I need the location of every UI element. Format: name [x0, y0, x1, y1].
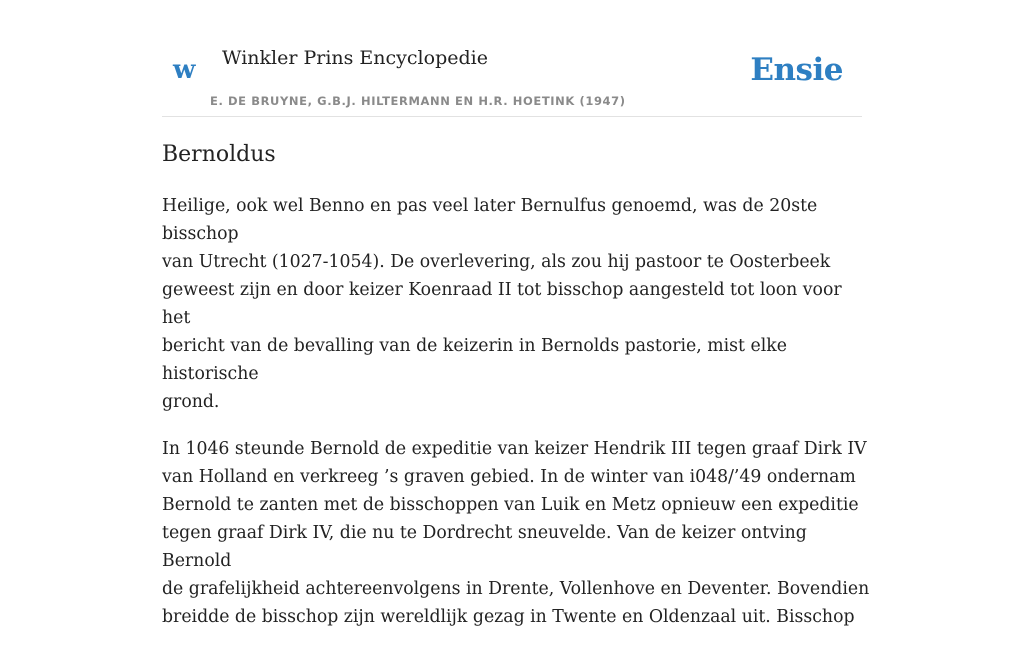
article-paragraph	[162, 192, 872, 416]
paragraph-line: van Utrecht (1027-1054). De overlevering, als zou hij pastoor te Oosterbeek	[162, 252, 831, 272]
paragraph-line: de grafelijkheid achtereenvolgens in Drente, Vollenhove en Deventer. Bovendien	[162, 579, 870, 599]
article-title: Bernoldus	[162, 142, 276, 167]
ensie-logo-link[interactable]: Ensie	[750, 52, 843, 88]
encyclopedia-authors: E. DE BRUYNE, G.B.J. HILTERMANN EN H.R. HOETINK (1947)	[210, 94, 626, 108]
winkler-prins-logo[interactable]: w	[173, 55, 196, 85]
encyclopedia-title-link[interactable]: Winkler Prins Encyclopedie	[222, 47, 488, 69]
paragraph-line: tegen graaf Dirk IV, die nu te Dordrecht sneuvelde. Van de keizer ontving Bernold	[162, 523, 807, 571]
article-paragraph	[162, 435, 872, 631]
encyclopedia-header	[162, 0, 862, 117]
paragraph-line: Heilige, ook wel Benno en pas veel later Bernulfus genoemd, was de 20ste bisschop	[162, 196, 818, 244]
paragraph-line: Bernold te zanten met de bisschoppen van Luik en Metz opnieuw een expeditie	[162, 495, 859, 515]
paragraph-line: grond.	[162, 392, 220, 412]
paragraph-line: bericht van de bevalling van de keizerin in Bernolds pastorie, mist elke historische	[162, 336, 787, 384]
paragraph-line: van Holland en verkreeg ’s graven gebied. In de winter van i048/’49 ondernam	[162, 467, 856, 487]
paragraph-line: geweest zijn en door keizer Koenraad II tot bisschop aangesteld tot loon voor het	[162, 280, 842, 328]
paragraph-line: breidde de bisschop zijn wereldlijk gezag in Twente en Oldenzaal uit. Bisschop	[162, 607, 855, 627]
article-body	[162, 192, 872, 650]
paragraph-line: In 1046 steunde Bernold de expeditie van keizer Hendrik III tegen graaf Dirk IV	[162, 439, 867, 459]
